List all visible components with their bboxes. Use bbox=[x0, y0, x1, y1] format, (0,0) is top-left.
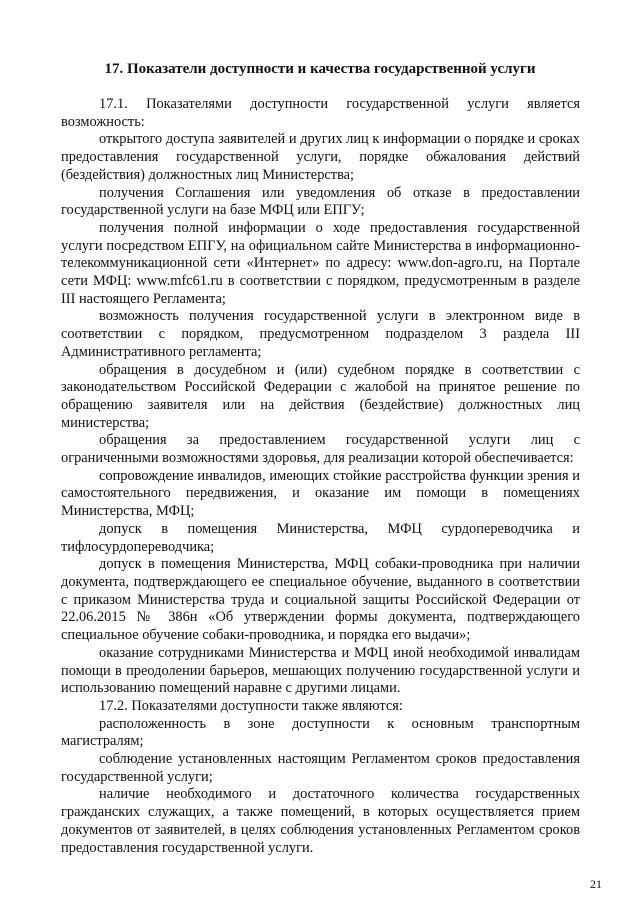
paragraph-disabled-access: обращения за предоставлением государственной услуги лиц с ограниченными возможностями здоровья, для реализации которой обеспечивается: bbox=[61, 432, 580, 467]
paragraph-full-info: получения полной информации о ходе предоставления государственной услуги посредством ЕПГУ, на официальном сайте Министерства в информационно-телекоммуникационной сети «Интернет» по адресу: www.don-agro.ru, на Портале сети МФЦ: www.mfc61.ru в соответствии с порядком, предусмотренным в разделе III настоящего Регламента; bbox=[61, 219, 580, 307]
paragraph-17-2: 17.2. Показателями доступности также являются: bbox=[99, 697, 403, 714]
paragraph-transport: расположенность в зоне доступности к основным транспортным магистралям; bbox=[61, 715, 580, 750]
paragraph-deadlines: соблюдение установленных настоящим Регламентом сроков предоставления государственной услуги; bbox=[61, 751, 580, 785]
paragraph-assistance: оказание сотрудниками Министерства и МФЦ иной необходимой инвалидам помощи в преодолении барьеров, мешающих получению государственной услуги и использованию помещений наравне с другими лицами. bbox=[61, 644, 580, 697]
document-body bbox=[61, 96, 580, 857]
paragraph-interpreter: допуск в помещения Министерства, МФЦ сурдопереводчика и тифлосурдопереводчика; bbox=[61, 520, 580, 555]
paragraph-appeal: обращения в досудебном и (или) судебном порядке в соответствии с законодательством Российской Федерации с жалобой на принятое решение по обращению заявителя или на действия (бездействие) должностных лиц министерства; bbox=[61, 361, 580, 431]
paragraph-staff: наличие необходимого и достаточного количества государственных гражданских служащих, а также помещений, в которых осуществляется прием документов от заявителей, в целях соблюдения установленных Регламентом сроков предоставления государственной услуги. bbox=[61, 786, 580, 856]
paragraph-electronic: возможность получения государственной услуги в электронном виде в соответствии с порядком, предусмотренном подразделом 3 раздела III Административного регламента; bbox=[61, 308, 580, 360]
paragraph-open-access: открытого доступа заявителей и других лиц к информации о порядке и сроках предоставления государственной услуги, порядке обжалования действий (бездействия) должностных лиц Министерства; bbox=[61, 131, 580, 183]
page-number: 21 bbox=[590, 877, 602, 891]
paragraph-17-1: 17.1. Показателями доступности государственной услуги является возможность: bbox=[61, 96, 580, 130]
section-title: 17. Показатели доступности и качества государственной услуги bbox=[104, 61, 536, 77]
paragraph-agreement: получения Соглашения или уведомления об отказе в предоставлении государственной услуги на базе МФЦ или ЕПГУ; bbox=[61, 184, 580, 219]
paragraph-guide-dog: допуск в помещения Министерства, МФЦ собаки-проводника при наличии документа, подтверждающего ее специальное обучение, выданного в соответствии с приказом Министерства труда и социальной защиты Российской Федерации от 22.06.2015 № 386н «Об утверждении формы документа, подтверждающего специальное обучение собаки-проводника, и порядка его выдачи»; bbox=[61, 556, 580, 644]
paragraph-escort: сопровождение инвалидов, имеющих стойкие расстройства функции зрения и самостоятельного передвижения, и оказание им помощи в помещениях Министерства, МФЦ; bbox=[61, 467, 580, 520]
